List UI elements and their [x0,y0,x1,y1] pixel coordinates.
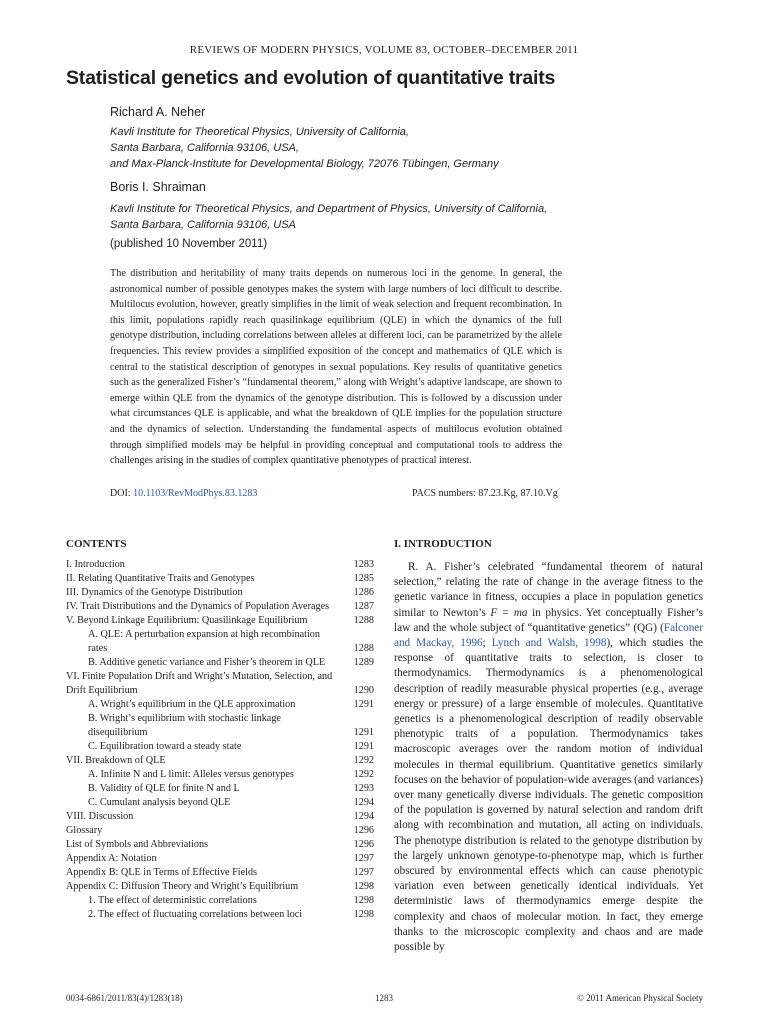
toc-entry-label: VI. Finite Population Drift and Wright’s Mutation, Selection, and Drift Equilibrium [66,671,333,696]
toc-entry-page: 1292 [353,769,374,780]
toc-entry-label: Appendix C: Diffusion Theory and Wright’s Equilibrium [66,881,299,892]
toc-entry-label: List of Symbols and Abbreviations [66,839,209,850]
toc-entry[interactable] [66,810,374,824]
author-name: Boris I. Shraiman [110,180,206,194]
toc-entry-label: 1. The effect of deterministic correlations [88,895,257,906]
toc-entry-label: VII. Breakdown of QLE [66,755,166,766]
equation: F = ma [490,606,528,619]
toc-entry[interactable] [66,852,374,866]
doi-line [110,488,257,499]
author-name: Richard A. Neher [110,105,206,119]
section-heading: I. INTRODUCTION [394,538,492,550]
toc-entry-label: B. Additive genetic variance and Fisher’s theorem in QLE [88,657,326,668]
toc-entry-label: I. Introduction [66,559,125,570]
toc-entry-label: III. Dynamics of the Genotype Distribution [66,587,243,598]
doi-label: DOI: [110,488,131,499]
toc-entry[interactable] [66,782,374,796]
author-affiliation [110,124,499,172]
toc-entry-label: A. Wright’s equilibrium in the QLE approximation [88,699,296,710]
toc-entry[interactable] [66,796,374,810]
citation-link[interactable]: Falconer and Mackay, 1996 [394,621,703,650]
intro-text: R. A. Fisher’s celebrated “fundamental theorem of natural selection,” relating the rate of change in the average fitness to the genetic variance in fitness, occupies a place in population genetics similar to Newton’s [394,561,703,619]
page-number: 1283 [375,993,393,1003]
affiliation-line: Santa Barbara, California 93106, USA [110,219,296,231]
toc-entry[interactable] [66,838,374,852]
toc-entry-page: 1285 [353,573,374,584]
toc-entry-page: 1298 [353,909,374,920]
published-date: (published 10 November 2011) [110,238,268,250]
toc-entry-page: 1290 [353,685,374,696]
toc-entry-label: A. Infinite N and L limit: Alleles versus genotypes [88,769,294,780]
toc-entry[interactable] [66,740,374,754]
toc-entry-label: 2. The effect of fluctuating correlations between loci [88,909,303,920]
citation-link[interactable]: Lynch and Walsh, 1998 [491,637,607,650]
toc-entry-page: 1291 [353,699,374,710]
affiliation-line: Kavli Institute for Theoretical Physics, University of California, [110,126,409,138]
toc-entry-label: C. Cumulant analysis beyond QLE [88,797,231,808]
toc-entry-page: 1293 [353,783,374,794]
toc-entry[interactable] [66,572,374,586]
toc-entry-label: Appendix B: QLE in Terms of Effective Fields [66,867,258,878]
toc-entry-label: Glossary [66,825,103,836]
toc-entry[interactable] [66,768,374,782]
toc-entry-page: 1286 [353,587,374,598]
toc-entry-label: V. Beyond Linkage Equilibrium: Quasilinkage Equilibrium [66,615,308,626]
introduction-body [394,560,703,955]
toc-entry[interactable] [66,866,374,880]
toc-entry[interactable] [66,754,374,768]
toc-entry[interactable] [66,698,374,712]
footer-issn: 0034-6861/2011/83(4)/1283(18) [66,993,183,1003]
toc-entry-page: 1296 [353,825,374,836]
toc-entry-label: Appendix A: Notation [66,853,157,864]
toc-entry-page: 1288 [353,643,374,654]
toc-entry-page: 1289 [353,657,374,668]
toc-entry[interactable] [66,908,374,922]
toc-entry-page: 1294 [353,797,374,808]
toc-entry-label: B. Wright’s equilibrium with stochastic linkage disequilibrium [88,713,281,738]
contents-heading: CONTENTS [66,538,127,550]
citation-separator: ; [482,637,492,650]
copyright: © 2011 American Physical Society [577,993,703,1003]
toc-entry[interactable] [66,894,374,908]
toc-entry-page: 1296 [353,839,374,850]
toc-entry-label: C. Equilibration toward a steady state [88,741,242,752]
toc-entry[interactable] [66,600,374,614]
toc-entry[interactable] [66,670,374,698]
affiliation-line: Santa Barbara, California 93106, USA, [110,142,299,154]
toc-entry[interactable] [66,586,374,600]
table-of-contents [66,558,374,922]
toc-entry-label: A. QLE: A perturbation expansion at high recombination rates [88,629,320,654]
toc-entry[interactable] [66,712,374,740]
toc-entry-label: II. Relating Quantitative Traits and Genotypes [66,573,255,584]
author-affiliation [110,201,547,233]
pacs-numbers: PACS numbers: 87.23.Kg, 87.10.Vg [412,488,558,499]
toc-entry-page: 1297 [353,867,374,878]
intro-text: in physics. Yet conceptually Fisher’s law and the whole subject of “quantitative genetics” (QG) ( [394,606,704,634]
affiliation-line: and Max-Planck-Institute for Developmental Biology, 72076 Tübingen, Germany [110,158,499,170]
toc-entry-page: 1294 [353,811,374,822]
affiliation-line: Kavli Institute for Theoretical Physics, and Department of Physics, University of California, [110,203,548,215]
intro-text: ), which studies the response of quantitative traits to selection, is closer to thermodynamics. Thermodynamics is a phenomenological description of readily measurable physical properties (e.g., average energy or pressure) of a large ensemble of molecules. Quantitative genetics is a phenomenological description of readily observable phenotypic traits of a population. Thermodynamics takes macroscopic averages over the random motion of individual molecules in thermal equilibrium. Quantitative genetics similarly focuses on the behavior of population-wide averages (and variances) over many genetically diverse individuals. The genetic composition of the population is governed by natural selection and random drift along with recombination and mutation, all acting on individuals. The phenotype distribution is related to the genotype distribution by the largely unknown genotype-to-phenotype map, which is further obscured by environmental effects which can cause phenotypic variation even between genetically identical individuals. Yet deterministic laws of thermodynamics emerge despite the complexity and chaos of molecular motion. In fact, they emerge thanks to the microscopic complexity and chaos and are made possible by [394,637,703,954]
journal-header: REVIEWS OF MODERN PHYSICS, VOLUME 83, OCTOBER–DECEMBER 2011 [189,44,579,56]
toc-entry-page: 1287 [353,601,374,612]
toc-entry-label: B. Validity of QLE for finite N and L [88,783,240,794]
toc-entry-page: 1298 [353,895,374,906]
toc-entry-page: 1291 [353,727,374,738]
toc-entry[interactable] [66,824,374,838]
toc-entry[interactable] [66,880,374,894]
toc-entry[interactable] [66,614,374,628]
toc-entry-page: 1297 [353,853,374,864]
toc-entry[interactable] [66,656,374,670]
toc-entry-page: 1288 [353,615,374,626]
toc-entry-page: 1292 [353,755,374,766]
toc-entry-page: 1283 [353,559,374,570]
toc-entry[interactable] [66,558,374,572]
doi-link[interactable]: 10.1103/RevModPhys.83.1283 [133,488,258,499]
toc-entry-page: 1291 [353,741,374,752]
toc-entry-page: 1298 [353,881,374,892]
toc-entry-label: VIII. Discussion [66,811,134,822]
abstract: The distribution and heritability of many traits depends on numerous loci in the genome. In general, the astronomical number of possible genotypes makes the system with large numbers of loci difficult to describe. Multilocus evolution, however, greatly simplifies in the limit of weak selection and frequent recombination. In this limit, populations rapidly reach quasilinkage equilibrium (QLE) in which the dynamics of the full genotype distribution, including correlations between alleles at different loci, can be parametrized by the allele frequencies. This review provides a simplified exposition of the concept and mathematics of QLE which is central to the statistical description of genotypes in sexual populations. Key results of quantitative genetics such as the generalized Fisher’s “fundamental theorem,” along with Wright’s adaptive landscape, are shown to emerge within QLE from the dynamics of the genotype distribution. This is followed by a discussion under what circumstances QLE is applicable, and what the breakdown of QLE implies for the population structure and the dynamics of selection. Understanding the fundamental aspects of multilocus evolution obtained through simplified models may be helpful in providing conceptual and computational tools to address the challenges arising in the studies of complex quantitative phenotypes of practical interest. [110,268,562,467]
article-title: Statistical genetics and evolution of quantitative traits [66,67,556,89]
toc-entry[interactable] [66,628,374,656]
toc-entry-label: IV. Trait Distributions and the Dynamics of Population Averages [66,601,330,612]
